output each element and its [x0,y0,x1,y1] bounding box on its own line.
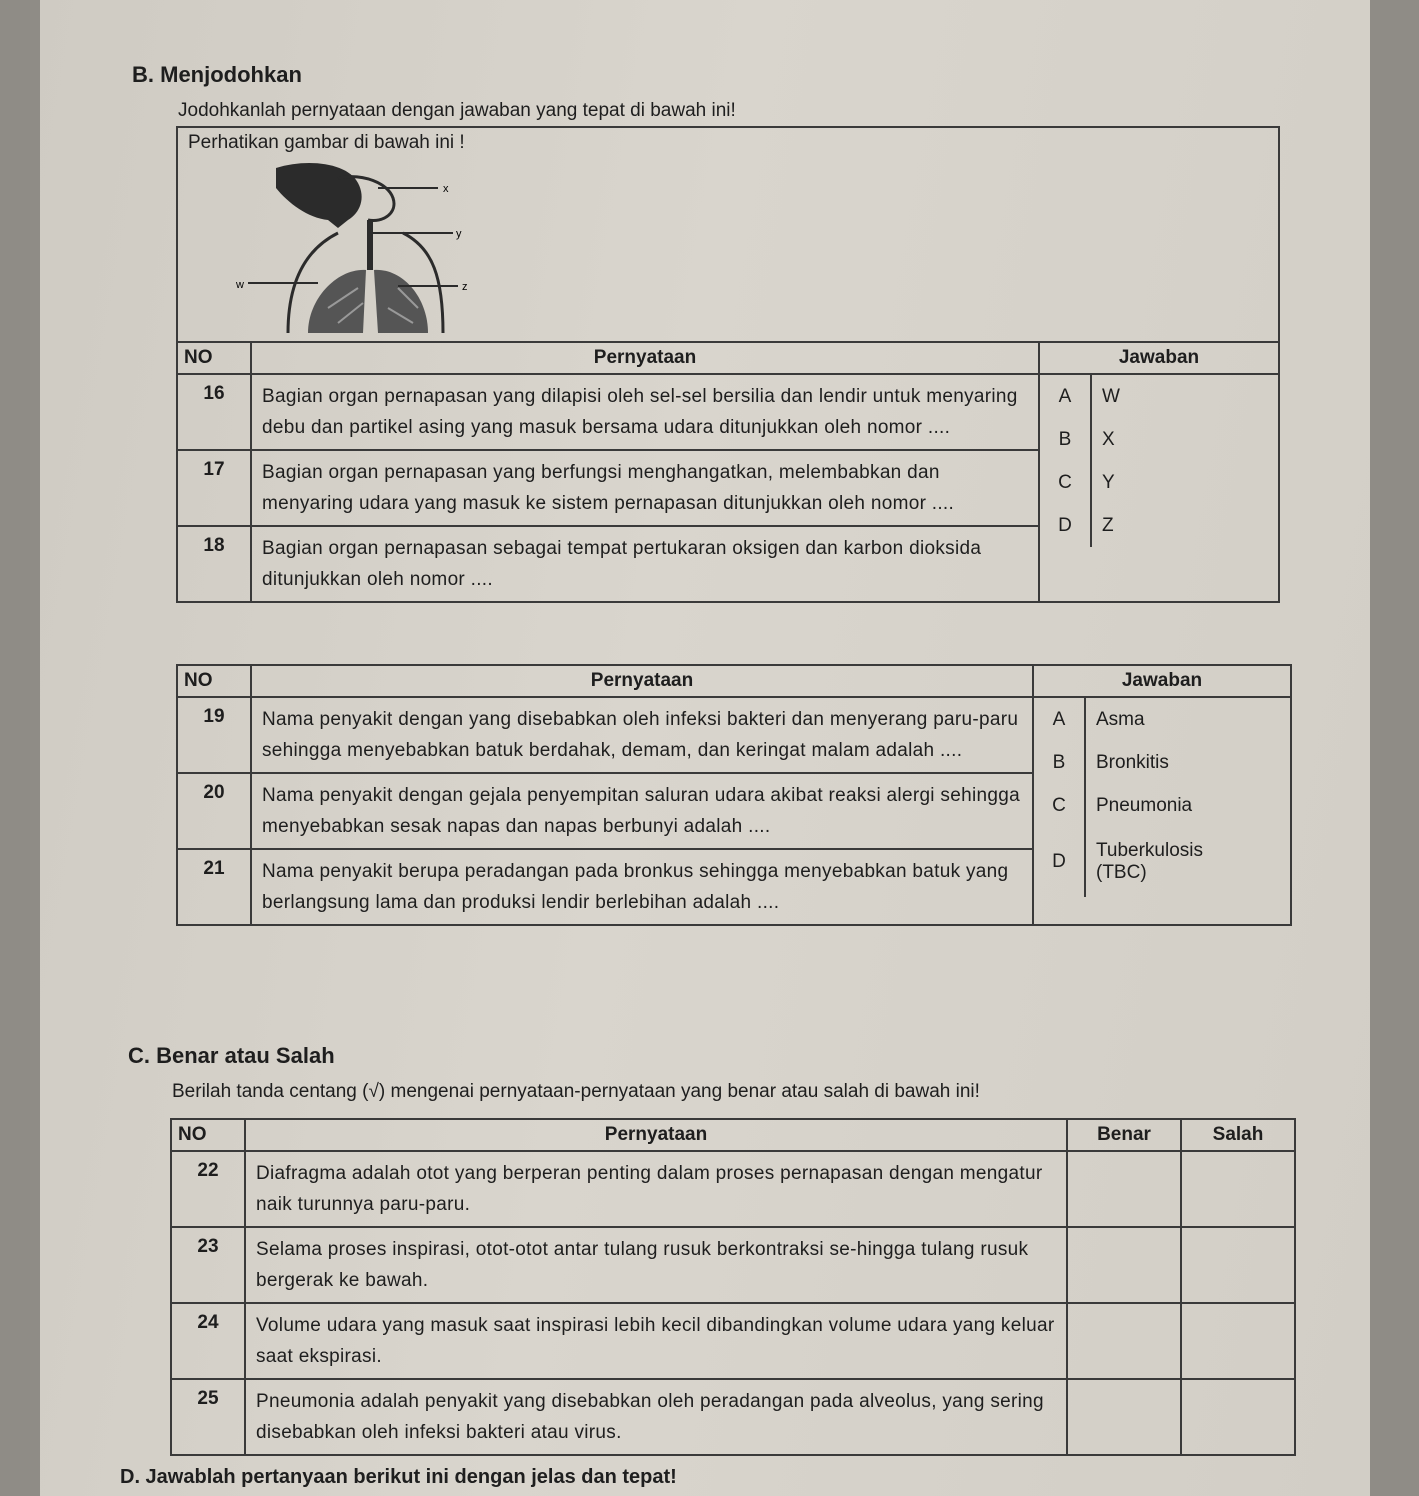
answer-option: C Pneumonia [1034,784,1290,827]
section-b-instruction: Jodohkanlah pernyataan dengan jawaban yang tepat di bawah ini! [178,100,736,121]
answer-cell [1033,697,1291,925]
matching-table-2 [176,664,1292,926]
row-no: 23 [171,1227,245,1303]
section-d-title: D. Jawablah pertanyaan berikut ini dengan jelas dan tepat! [120,1466,677,1488]
row-no: 21 [177,849,251,925]
benar-checkbox[interactable] [1067,1227,1181,1303]
header-pernyataan: Pernyataan [245,1119,1067,1151]
benar-checkbox[interactable] [1067,1151,1181,1227]
header-pernyataan: Pernyataan [251,665,1033,697]
row-no: 20 [177,773,251,849]
label-w: w [236,279,244,291]
salah-checkbox[interactable] [1181,1227,1295,1303]
header-jawaban: Jawaban [1039,342,1279,374]
answer-cell [1039,374,1279,602]
section-c-title: C. Benar atau Salah [128,1043,335,1068]
row-no: 16 [177,374,251,450]
row-statement: Diafragma adalah otot yang berperan penting dalam proses pernapasan dengan mengatur naik turunnya paru-paru. [245,1151,1067,1227]
row-statement: Nama penyakit dengan yang disebabkan oleh infeksi bakteri dan menyerang paru-paru sehingga menyebabkan batuk berdahak, demam, dan keringat malam adalah .... [251,697,1033,773]
answer-option: C Y [1040,461,1278,504]
row-statement: Bagian organ pernapasan sebagai tempat pertukaran oksigen dan karbon dioksida ditunjukkan oleh nomor .... [251,526,1039,602]
figure-caption: Perhatikan gambar di bawah ini ! [188,132,465,153]
row-no: 17 [177,450,251,526]
header-no: NO [171,1119,245,1151]
figure-cell [177,127,1279,342]
answer-option: B Bronkitis [1034,741,1290,784]
matching-table-1 [176,126,1280,603]
answer-option: D Z [1040,504,1278,547]
row-statement: Nama penyakit berupa peradangan pada bronkus sehingga menyebabkan batuk yang berlangsung lama dan produksi lendir berlebihan adalah .... [251,849,1033,925]
label-z: z [462,281,468,293]
salah-checkbox[interactable] [1181,1379,1295,1455]
benar-checkbox[interactable] [1067,1303,1181,1379]
row-no: 22 [171,1151,245,1227]
label-x: x [443,183,449,195]
answer-option: D Tuberkulosis (TBC) [1034,827,1290,897]
salah-checkbox[interactable] [1181,1303,1295,1379]
header-jawaban: Jawaban [1033,665,1291,697]
row-no: 25 [171,1379,245,1455]
section-c-instruction: Berilah tanda centang (√) mengenai pernyataan-pernyataan yang benar atau salah di bawah ini! [172,1081,980,1102]
header-salah: Salah [1181,1119,1295,1151]
header-benar: Benar [1067,1119,1181,1151]
row-statement: Nama penyakit dengan gejala penyempitan saluran udara akibat reaksi alergi sehingga menyebabkan sesak napas dan napas berbunyi adalah .... [251,773,1033,849]
row-no: 24 [171,1303,245,1379]
worksheet-page [40,0,1370,1496]
answer-option: A Asma [1034,698,1290,741]
section-b-title: B. Menjodohkan [132,62,302,87]
row-statement: Volume udara yang masuk saat inspirasi lebih kecil dibandingkan volume udara yang keluar saat ekspirasi. [245,1303,1067,1379]
row-statement: Pneumonia adalah penyakit yang disebabkan oleh peradangan pada alveolus, yang sering disebabkan oleh infeksi bakteri atau virus. [245,1379,1067,1455]
row-statement: Bagian organ pernapasan yang dilapisi oleh sel-sel bersilia dan lendir untuk menyaring debu dan partikel asing yang masuk bersama udara ditunjukkan oleh nomor .... [251,374,1039,450]
header-no: NO [177,342,251,374]
row-no: 18 [177,526,251,602]
salah-checkbox[interactable] [1181,1151,1295,1227]
row-no: 19 [177,697,251,773]
header-pernyataan: Pernyataan [251,342,1039,374]
answer-option: B X [1040,418,1278,461]
benar-checkbox[interactable] [1067,1379,1181,1455]
header-no: NO [177,665,251,697]
label-y: y [456,228,462,240]
respiratory-system-diagram [188,158,478,333]
row-statement: Bagian organ pernapasan yang berfungsi menghangatkan, melembabkan dan menyaring udara yang masuk ke sistem pernapasan ditunjukkan oleh nomor .... [251,450,1039,526]
answer-option: A W [1040,375,1278,418]
row-statement: Selama proses inspirasi, otot-otot antar tulang rusuk berkontraksi se-hingga tulang rusuk bergerak ke bawah. [245,1227,1067,1303]
true-false-table [170,1118,1296,1456]
